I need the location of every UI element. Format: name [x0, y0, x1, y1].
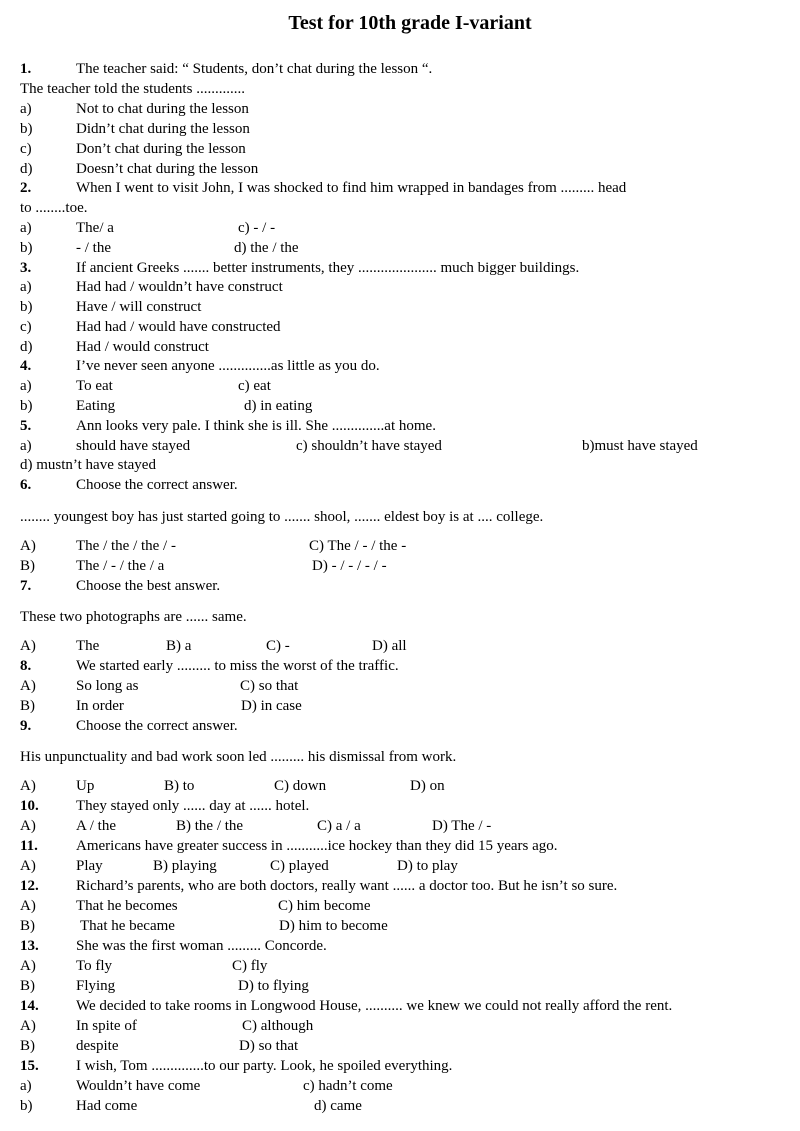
question-text: I wish, Tom ..............to our party. Look, he spoiled everything.	[76, 1058, 453, 1074]
prompt-text: The teacher told the students .............	[20, 81, 245, 97]
option-text: To eat	[76, 378, 113, 394]
option-text: B) to	[164, 778, 195, 794]
option-label: A)	[20, 898, 36, 914]
option-label: A)	[20, 1018, 36, 1034]
sentence-text: ........ youngest boy has just started going to ....... shool, ....... eldest boy is at .... college.	[20, 509, 544, 525]
option-text: Flying	[76, 978, 116, 994]
question-number: 15.	[20, 1058, 39, 1074]
option-text: Wouldn’t have come	[76, 1078, 201, 1094]
question-text: Richard’s parents, who are both doctors, really want ...... a doctor too. But he isn’t so sure.	[76, 878, 618, 894]
option-label: A)	[20, 958, 36, 974]
option-text: C) although	[242, 1018, 314, 1034]
option-text: D) on	[410, 778, 445, 794]
option-label: B)	[20, 918, 35, 934]
option-text: - / the	[76, 240, 111, 256]
option-text: B) playing	[153, 858, 217, 874]
option-text: d) in eating	[244, 398, 313, 414]
option-text: The / the / the / -	[76, 538, 176, 554]
question-number: 1.	[20, 61, 32, 77]
question-number: 8.	[20, 658, 32, 674]
option-text: So long as	[76, 678, 139, 694]
option-text: Eating	[76, 398, 116, 414]
option-label: b)	[20, 121, 33, 137]
option-text: D) to play	[397, 858, 458, 874]
option-text: C) so that	[240, 678, 299, 694]
option-text: Play	[76, 858, 103, 874]
option-text: D) The / -	[432, 818, 492, 834]
option-label: B)	[20, 1038, 35, 1054]
option-text: That he becomes	[76, 898, 178, 914]
option-label: a)	[20, 378, 32, 394]
question-number: 14.	[20, 998, 39, 1014]
option-text: C) down	[274, 778, 327, 794]
option-text: Had come	[76, 1098, 138, 1114]
option-text: D) in case	[241, 698, 302, 714]
option-text: The/ a	[76, 220, 114, 236]
option-text: B) a	[166, 638, 192, 654]
option-label: A)	[20, 678, 36, 694]
option-label: A)	[20, 538, 36, 554]
option-text: c) shouldn’t have stayed	[296, 438, 442, 454]
question-number: 4.	[20, 358, 32, 374]
question-text: If ancient Greeks ....... better instruments, they ..................... much bigger buildings.	[76, 260, 580, 276]
option-text: C) The / - / the -	[309, 538, 407, 554]
option-label: a)	[20, 220, 32, 236]
option-label: b)	[20, 1098, 33, 1114]
option-text: Had had / would have constructed	[76, 319, 281, 335]
option-text: The / - / the / a	[76, 558, 165, 574]
option-text: Didn’t chat during the lesson	[76, 121, 250, 137]
option-label: b)	[20, 240, 33, 256]
option-text: C) him become	[278, 898, 371, 914]
option-text: D) so that	[239, 1038, 299, 1054]
question-text: We started early ......... to miss the worst of the traffic.	[76, 658, 399, 674]
option-label: A)	[20, 858, 36, 874]
question-number: 6.	[20, 477, 32, 493]
question-text: When I went to visit John, I was shocked to find him wrapped in bandages from ......... head	[76, 180, 627, 196]
option-text: To fly	[76, 958, 113, 974]
question-text: Choose the correct answer.	[76, 718, 238, 734]
question-number: 3.	[20, 260, 32, 276]
option-text: c) hadn’t come	[303, 1078, 393, 1094]
option-text: D) all	[372, 638, 407, 654]
question-text: She was the first woman ......... Concorde.	[76, 938, 327, 954]
option-label: B)	[20, 698, 35, 714]
option-label: A)	[20, 638, 36, 654]
option-text: d) came	[314, 1098, 362, 1114]
option-text: D) him to become	[279, 918, 388, 934]
option-text: A / the	[76, 818, 116, 834]
option-label: a)	[20, 438, 32, 454]
option-text: d) the / the	[234, 240, 299, 256]
option-text: Not to chat during the lesson	[76, 101, 249, 117]
question-number: 11.	[20, 838, 38, 854]
option-text: Had had / wouldn’t have construct	[76, 279, 283, 295]
option-text: Up	[76, 778, 95, 794]
option-label: c)	[20, 141, 32, 157]
sentence-text: His unpunctuality and bad work soon led ......... his dismissal from work.	[20, 749, 457, 765]
option-text: c) - / -	[238, 220, 276, 236]
option-text: C) a / a	[317, 818, 361, 834]
option-text: In spite of	[76, 1018, 137, 1034]
option-text: c) eat	[238, 378, 271, 394]
question-number: 7.	[20, 578, 32, 594]
question-text: We decided to take rooms in Longwood House, .......... we knew we could not really afford the rent.	[76, 998, 673, 1014]
question-number: 12.	[20, 878, 39, 894]
option-text: That he became	[80, 918, 175, 934]
option-text: B) the / the	[176, 818, 244, 834]
option-text: C) fly	[232, 958, 268, 974]
question-text: Americans have greater success in ...........ice hockey than they did 15 years ago.	[76, 838, 558, 854]
option-text: The	[76, 638, 100, 654]
option-text: D) - / - / - / -	[312, 558, 387, 574]
option-text: despite	[76, 1038, 119, 1054]
option-label: b)	[20, 299, 33, 315]
question-number: 5.	[20, 418, 32, 434]
prompt-text: to ........toe.	[20, 200, 88, 216]
option-text: C) played	[270, 858, 329, 874]
option-label: A)	[20, 778, 36, 794]
question-number: 2.	[20, 180, 32, 196]
option-text: Doesn’t chat during the lesson	[76, 161, 259, 177]
question-text: Choose the correct answer.	[76, 477, 238, 493]
option-label: B)	[20, 558, 35, 574]
question-text: Choose the best answer.	[76, 578, 221, 594]
option-text: d) mustn’t have stayed	[20, 457, 156, 473]
option-label: d)	[20, 161, 33, 177]
option-label: c)	[20, 319, 32, 335]
question-text: The teacher said: “ Students, don’t chat during the lesson “.	[76, 61, 433, 77]
question-number: 10.	[20, 798, 39, 814]
question-text: Ann looks very pale. I think she is ill. She ..............at home.	[76, 418, 436, 434]
option-text: Had / would construct	[76, 339, 209, 355]
option-text: C) -	[266, 638, 290, 654]
option-label: b)	[20, 398, 33, 414]
page-title: Test for 10th grade I-variant	[288, 12, 532, 34]
option-label: d)	[20, 339, 33, 355]
question-number: 13.	[20, 938, 39, 954]
question-number: 9.	[20, 718, 32, 734]
option-label: a)	[20, 1078, 32, 1094]
option-text: should have stayed	[76, 438, 191, 454]
question-text: They stayed only ...... day at ...... hotel.	[76, 798, 310, 814]
option-label: B)	[20, 978, 35, 994]
sentence-text: These two photographs are ...... same.	[20, 609, 247, 625]
option-text: D) to flying	[238, 978, 309, 994]
option-text: Have / will construct	[76, 299, 202, 315]
option-text: Don’t chat during the lesson	[76, 141, 246, 157]
option-text: In order	[76, 698, 124, 714]
option-label: a)	[20, 279, 32, 295]
option-label: A)	[20, 818, 36, 834]
option-text: b)must have stayed	[582, 438, 698, 454]
question-text: I’ve never seen anyone ..............as little as you do.	[76, 358, 380, 374]
option-label: a)	[20, 101, 32, 117]
